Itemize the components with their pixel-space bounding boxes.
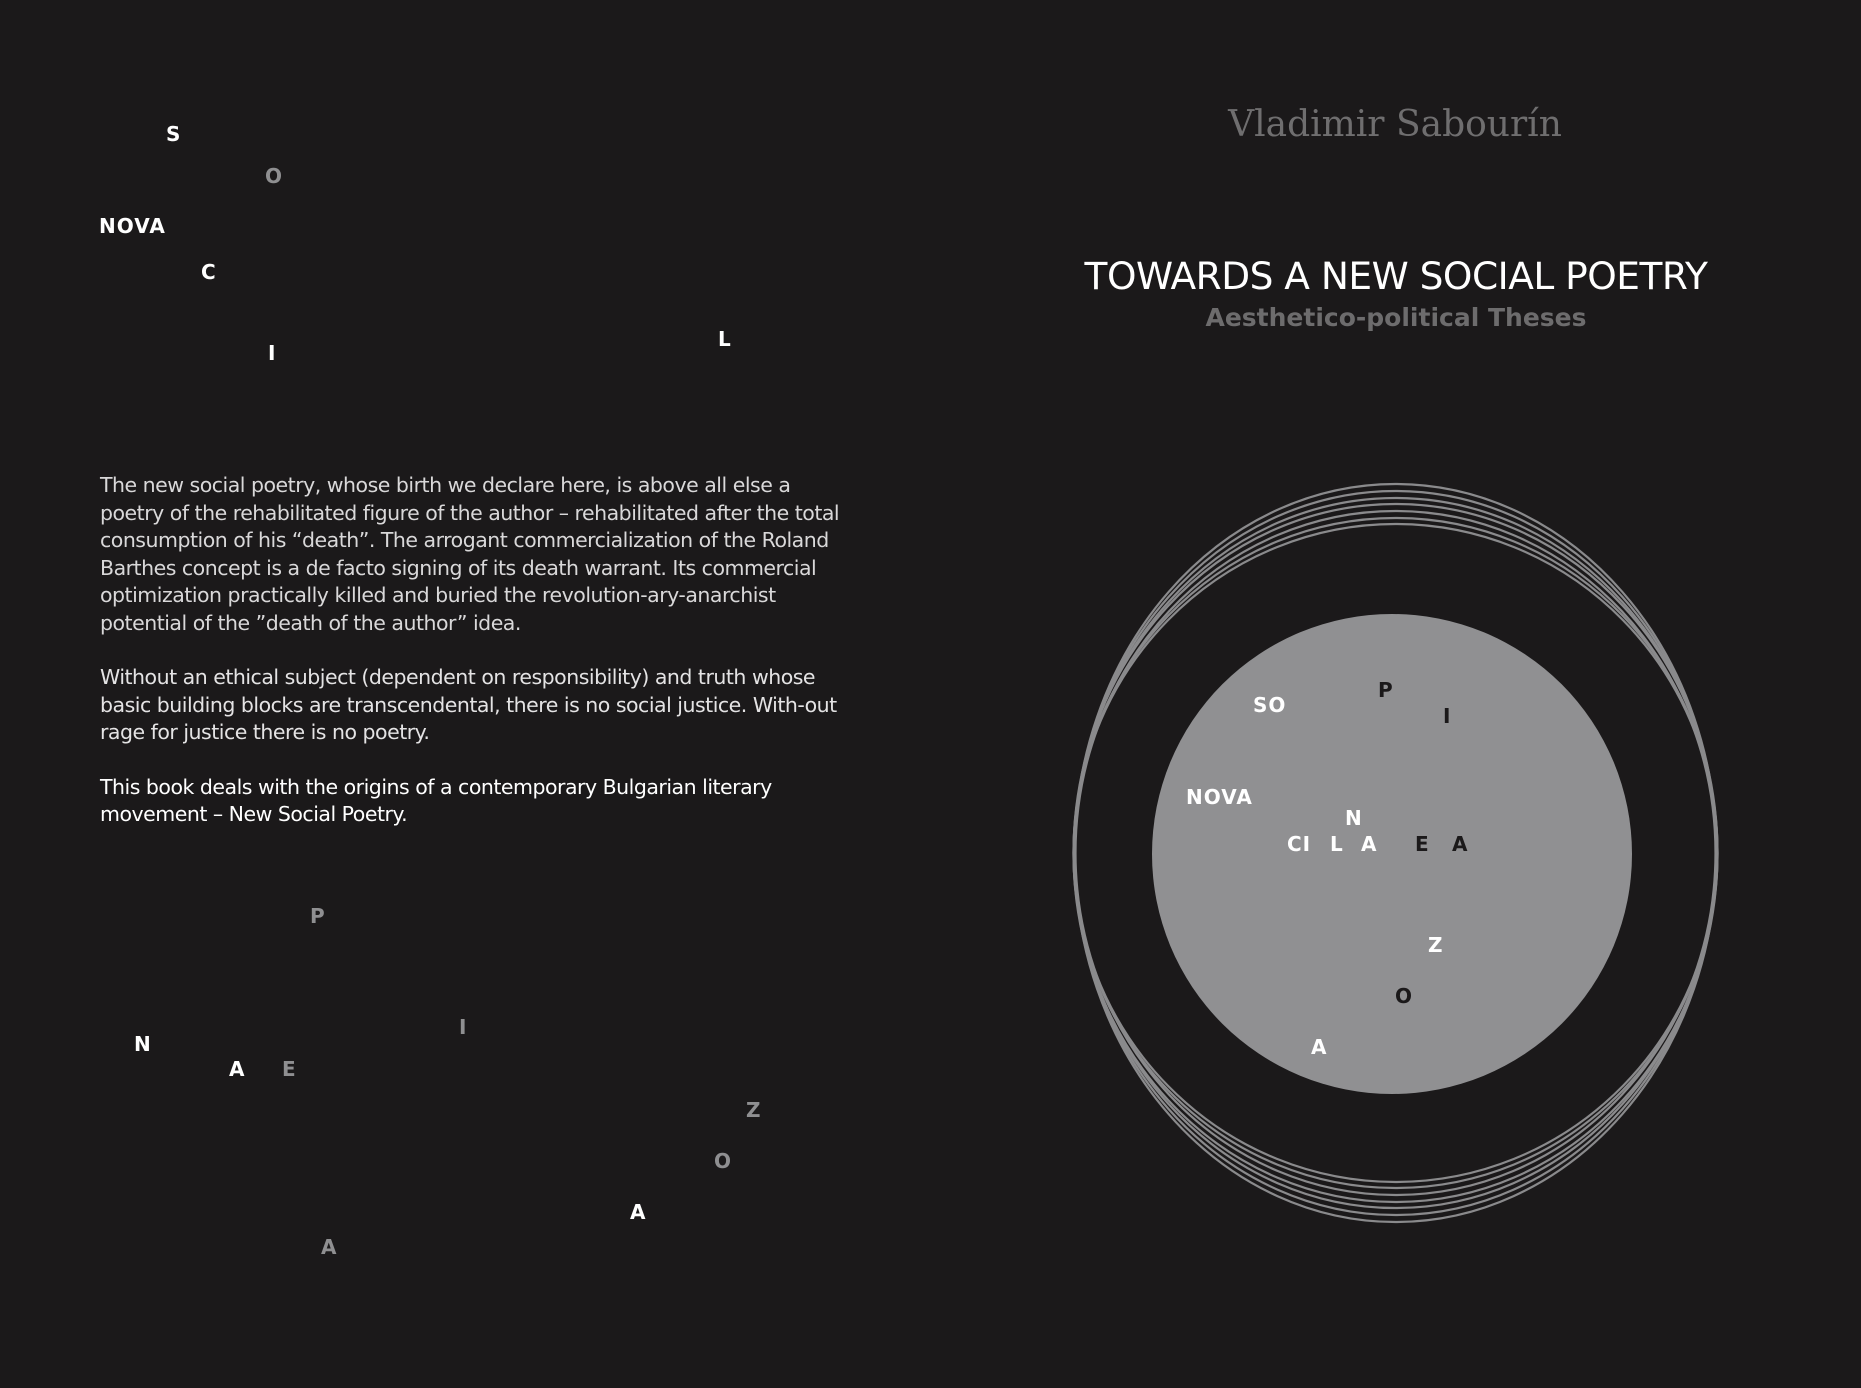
scatter-letter-l: L	[718, 327, 732, 351]
scatter-letter-a: A	[229, 1057, 246, 1081]
disc-letter-p: P	[1378, 678, 1394, 702]
disc-letter-a: A	[1452, 832, 1469, 856]
disc-letter-z: Z	[1428, 933, 1444, 957]
blurb-paragraph-1: The new social poetry, whose birth we declare here, is above all else a poetry of the rehabilitated figure of the author – rehabilitated after the total consumption of his “death”. The arrogant commercialization of the Roland Barthes concept is a de facto signing of its death warrant. Its commercial optimization practically killed and buried the revolution-ary-anarchist potential of the ”death of the author” idea.	[100, 473, 840, 635]
disc-letter-a: A	[1361, 832, 1378, 856]
scatter-letter-a: A	[630, 1200, 647, 1224]
disc-letter-i: I	[1443, 704, 1452, 728]
scatter-letter-o: O	[265, 164, 284, 188]
scatter-letter-c: C	[201, 260, 217, 284]
disc-word-nova: NOVA	[1186, 785, 1253, 809]
scatter-letter-i: I	[459, 1015, 468, 1039]
author-name: Vladimir Sabourín	[1228, 104, 1562, 145]
scatter-letter-o: O	[714, 1149, 733, 1173]
disc-letter-e: E	[1415, 832, 1430, 856]
scatter-letter-z: Z	[746, 1098, 762, 1122]
book-subtitle: Aesthetico-political Theses	[1205, 303, 1587, 332]
scatter-letter-e: E	[282, 1057, 297, 1081]
disc-letter-l: L	[1330, 832, 1344, 856]
disc-letter-a: A	[1311, 1035, 1328, 1059]
scatter-letter-p: P	[310, 904, 326, 928]
scatter-letter-n: N	[134, 1032, 152, 1056]
blurb-paragraph-3: This book deals with the origins of a contemporary Bulgarian literary movement – New Social Poetry.	[100, 774, 772, 826]
book-title: TOWARDS A NEW SOCIAL POETRY	[1084, 254, 1708, 298]
disc-letter-o: O	[1395, 984, 1414, 1008]
scatter-word-nova: NOVA	[99, 214, 166, 238]
disc-letters-ci: CI	[1287, 832, 1312, 856]
disc-letters-so: SO	[1253, 693, 1287, 717]
disc-letter-n: N	[1345, 806, 1363, 830]
scatter-letter-i: I	[268, 341, 277, 365]
blurb-paragraph-2: Without an ethical subject (dependent on responsibility) and truth whose basic building blocks are transcendental, there is no social justice. With-out rage for justice there is no poetry.	[100, 665, 837, 744]
scatter-letter-s: S	[166, 122, 182, 146]
scatter-letter-a: A	[321, 1235, 338, 1259]
